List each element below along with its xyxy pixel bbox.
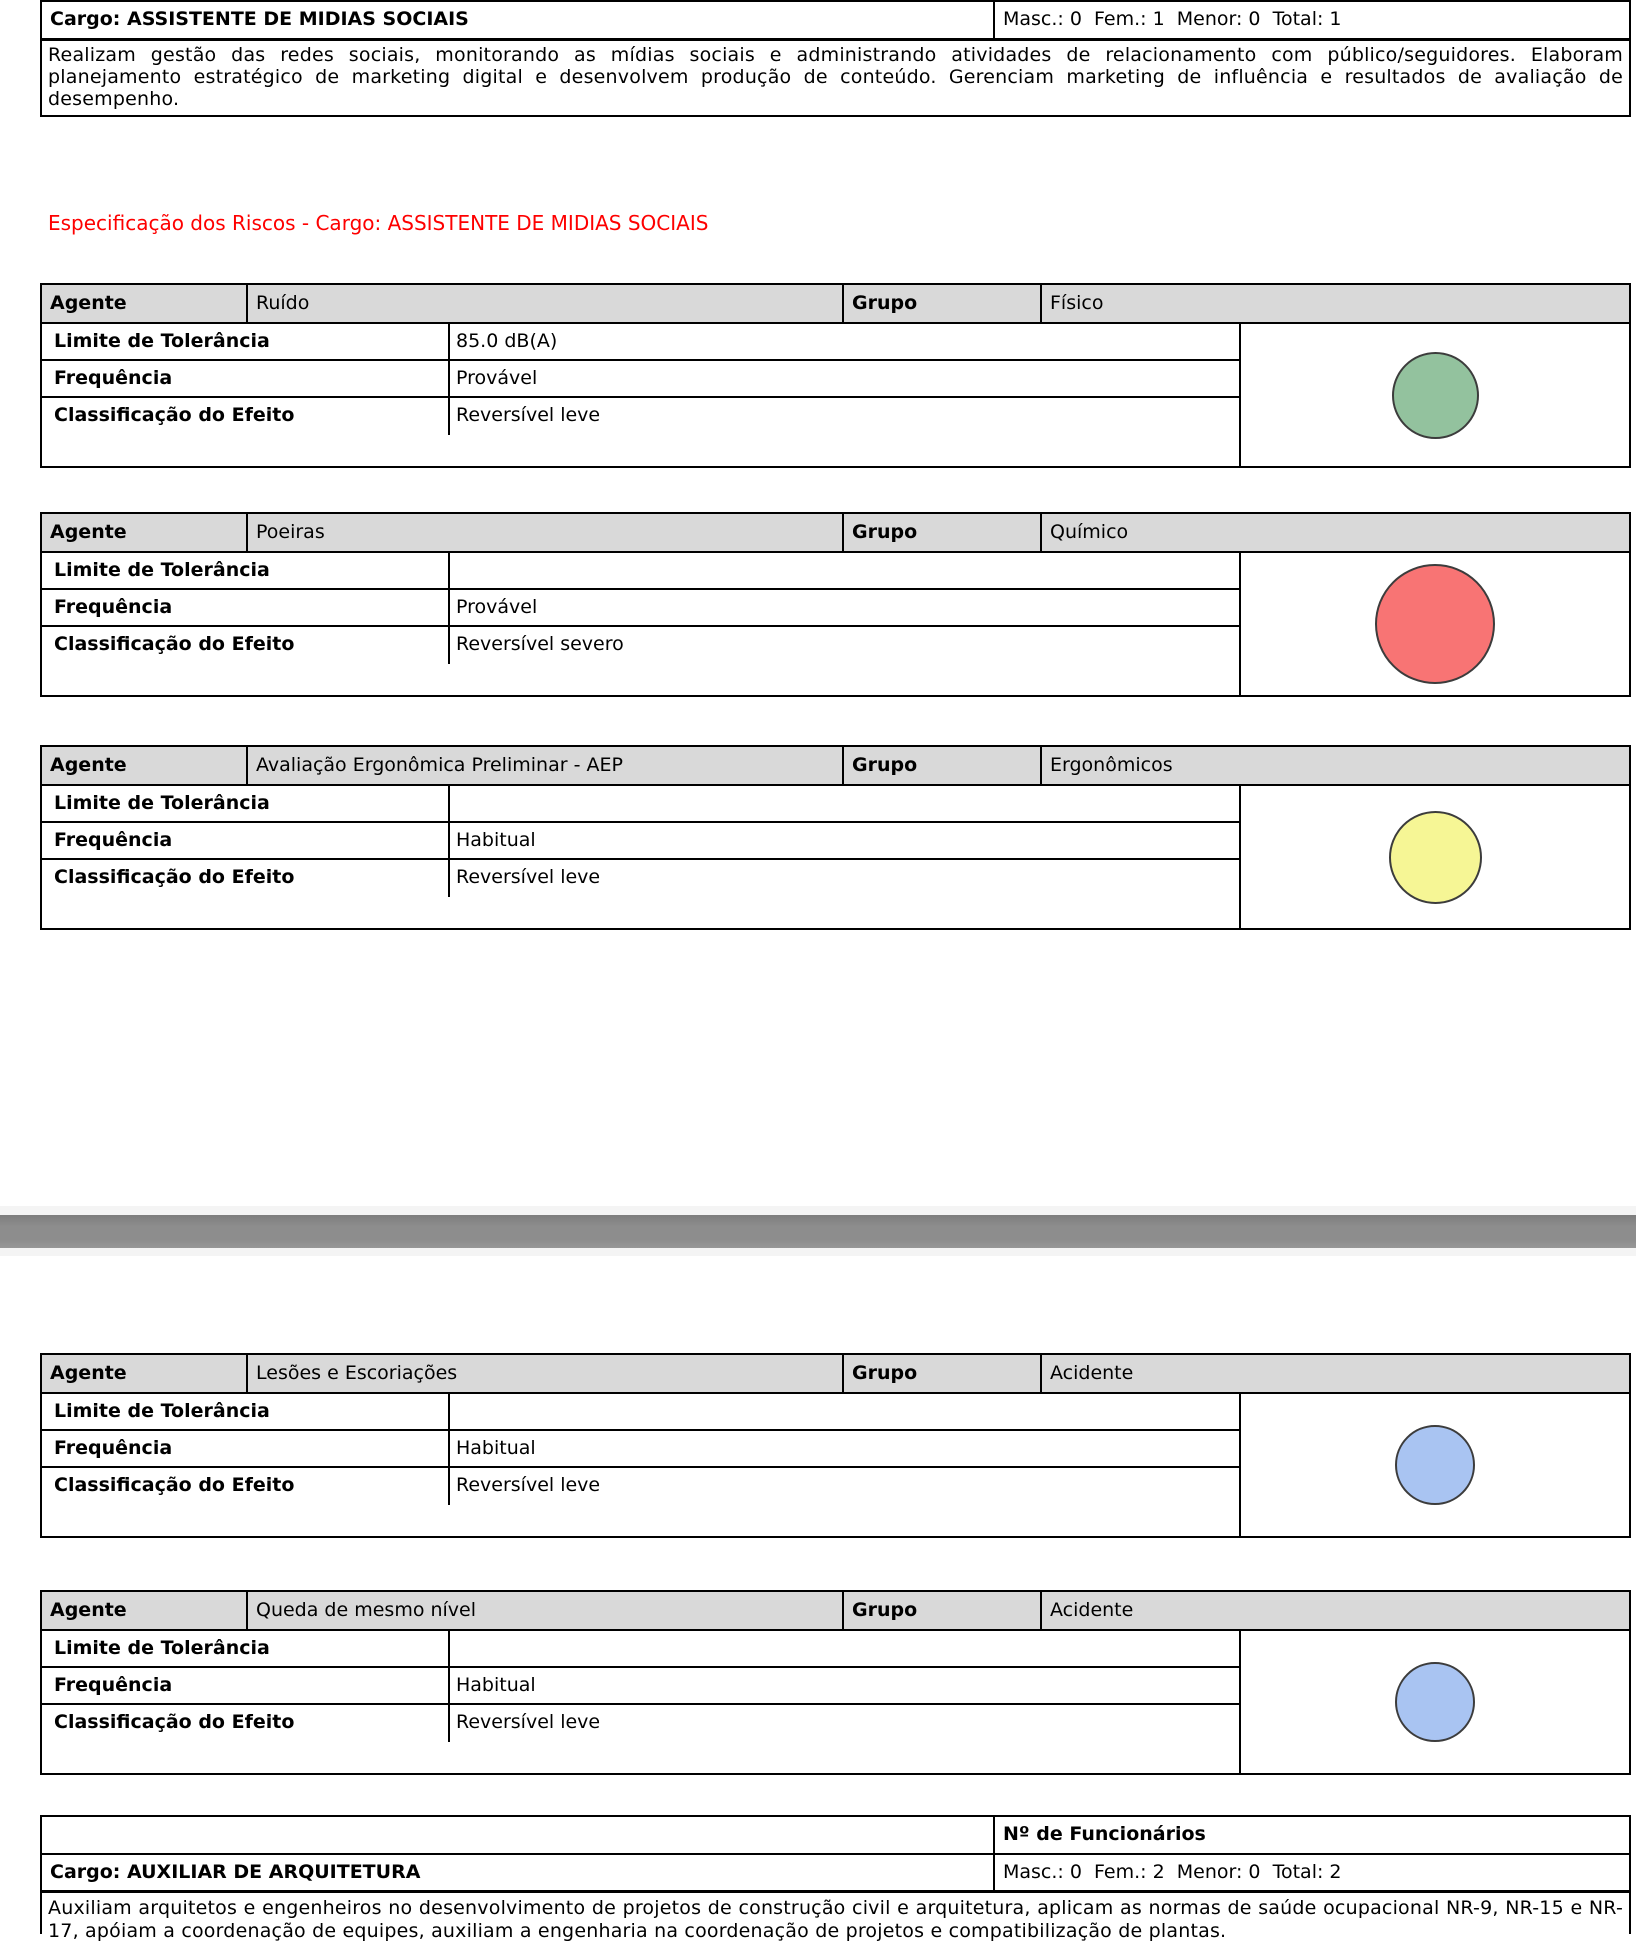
efeito-label: Classificação do Efeito [42, 398, 450, 435]
risk-table-queda [40, 1590, 1631, 1775]
risk-table-header [42, 1592, 1629, 1631]
cargo-title: Cargo: AUXILIAR DE ARQUITETURA [42, 1855, 995, 1890]
group-name: Físico [1050, 292, 1104, 314]
risk-table-lesoes [40, 1353, 1631, 1538]
employee-counts: Masc.: 0 Fem.: 2 Menor: 0 Total: 2 [1003, 1861, 1342, 1883]
cargo-title: Cargo: ASSISTENTE DE MIDIAS SOCIAIS [42, 2, 995, 38]
risk-indicator-cell [1239, 324, 1629, 466]
empty-cell [42, 1817, 995, 1853]
limite-value [450, 1394, 1239, 1429]
risk-indicator-cell [1239, 786, 1629, 928]
risk-level-circle [1375, 564, 1495, 684]
risk-level-circle [1395, 1425, 1475, 1505]
employee-counts: Masc.: 0 Fem.: 1 Menor: 0 Total: 1 [1003, 8, 1342, 30]
agente-label: Agente [42, 285, 248, 322]
page-break-bar [0, 1215, 1636, 1248]
agent-name: Poeiras [248, 514, 844, 551]
limite-label: Limite de Tolerância [42, 786, 450, 821]
agente-label: Agente [42, 1592, 248, 1629]
limite-label: Limite de Tolerância [42, 324, 450, 359]
agente-label: Agente [42, 1355, 248, 1392]
cargo-description: Auxiliam arquitetos e engenheiros no desenvolvimento de projetos de construção civil e arquitetura, aplicam as normas de saúde ocupacional NR-9, NR-15 e NR-17, apóiam a coordenação de equipes, auxiliam a engenharia na coordenação de projetos e compatibilização de plantas. [48, 1897, 1623, 1942]
grupo-label: Grupo [844, 747, 1042, 784]
risk-section-heading: Especificação dos Riscos - Cargo: ASSISTENTE DE MIDIAS SOCIAIS [48, 211, 709, 235]
risk-indicator-cell [1239, 553, 1629, 695]
frequencia-label: Frequência [42, 823, 450, 858]
grupo-label: Grupo [844, 514, 1042, 551]
risk-table-ruido [40, 283, 1631, 468]
risk-table-body [42, 324, 1629, 466]
risk-table-body [42, 1394, 1629, 1536]
efeito-label: Classificação do Efeito [42, 1468, 450, 1505]
cargo-description: Realizam gestão das redes sociais, monitorando as mídias sociais e administrando atividades de relacionamento com público/seguidores. Elaboram planejamento estratégico de marketing digital e desenvolvem produção de conteúdo. Gerenciam marketing de influência e resultados de avaliação de desempenho. [48, 44, 1623, 110]
risk-table-poeiras [40, 512, 1631, 697]
risk-table-header [42, 747, 1629, 786]
efeito-value: Reversível severo [456, 633, 624, 655]
agent-name: Ruído [248, 285, 844, 322]
limite-label: Limite de Tolerância [42, 553, 450, 588]
efeito-value: Reversível leve [456, 1711, 601, 1733]
frequencia-value: Habitual [456, 1674, 536, 1696]
risk-indicator-cell [1239, 1631, 1629, 1773]
agente-label: Agente [42, 514, 248, 551]
efeito-label: Classificação do Efeito [42, 1705, 450, 1742]
limite-value: 85.0 dB(A) [456, 330, 558, 352]
group-name: Ergonômicos [1050, 754, 1173, 776]
risk-table-body [42, 1631, 1629, 1773]
risk-table-header [42, 285, 1629, 324]
next-cargo-table [40, 1815, 1631, 1942]
frequencia-label: Frequência [42, 590, 450, 625]
efeito-value: Reversível leve [456, 404, 601, 426]
frequencia-value: Provável [456, 596, 538, 618]
grupo-label: Grupo [844, 1355, 1042, 1392]
risk-table-aep [40, 745, 1631, 930]
risk-indicator-cell [1239, 1394, 1629, 1536]
group-name: Acidente [1050, 1599, 1134, 1621]
frequencia-label: Frequência [42, 1668, 450, 1703]
agent-name: Queda de mesmo nível [248, 1592, 844, 1629]
efeito-label: Classificação do Efeito [42, 627, 450, 664]
cargo-row [42, 2, 1629, 41]
limite-value [450, 786, 1239, 821]
agent-name: Avaliação Ergonômica Preliminar - AEP [248, 747, 844, 784]
risk-table-header [42, 1355, 1629, 1394]
grupo-label: Grupo [844, 1592, 1042, 1629]
agent-name: Lesões e Escoriações [248, 1355, 844, 1392]
risk-table-body [42, 786, 1629, 928]
risk-table-header [42, 514, 1629, 553]
frequencia-label: Frequência [42, 1431, 450, 1466]
cargo-summary-table [40, 0, 1631, 117]
risk-level-circle [1389, 811, 1482, 904]
grupo-label: Grupo [844, 285, 1042, 322]
risk-level-circle [1395, 1662, 1475, 1742]
limite-value [450, 1631, 1239, 1666]
risk-level-circle [1392, 352, 1479, 439]
limite-label: Limite de Tolerância [42, 1631, 450, 1666]
group-name: Químico [1050, 521, 1129, 543]
page-break-separator [0, 1206, 1636, 1256]
group-name: Acidente [1050, 1362, 1134, 1384]
efeito-label: Classificação do Efeito [42, 860, 450, 897]
efeito-value: Reversível leve [456, 866, 601, 888]
risk-table-body [42, 553, 1629, 695]
frequencia-value: Habitual [456, 1437, 536, 1459]
frequencia-value: Provável [456, 367, 538, 389]
frequencia-label: Frequência [42, 361, 450, 396]
limite-value [450, 553, 1239, 588]
frequencia-value: Habitual [456, 829, 536, 851]
efeito-value: Reversível leve [456, 1474, 601, 1496]
agente-label: Agente [42, 747, 248, 784]
limite-label: Limite de Tolerância [42, 1394, 450, 1429]
funcionarios-header-row [42, 1817, 1629, 1855]
funcionarios-header: Nº de Funcionários [1003, 1823, 1206, 1845]
cargo-row [42, 1855, 1629, 1893]
